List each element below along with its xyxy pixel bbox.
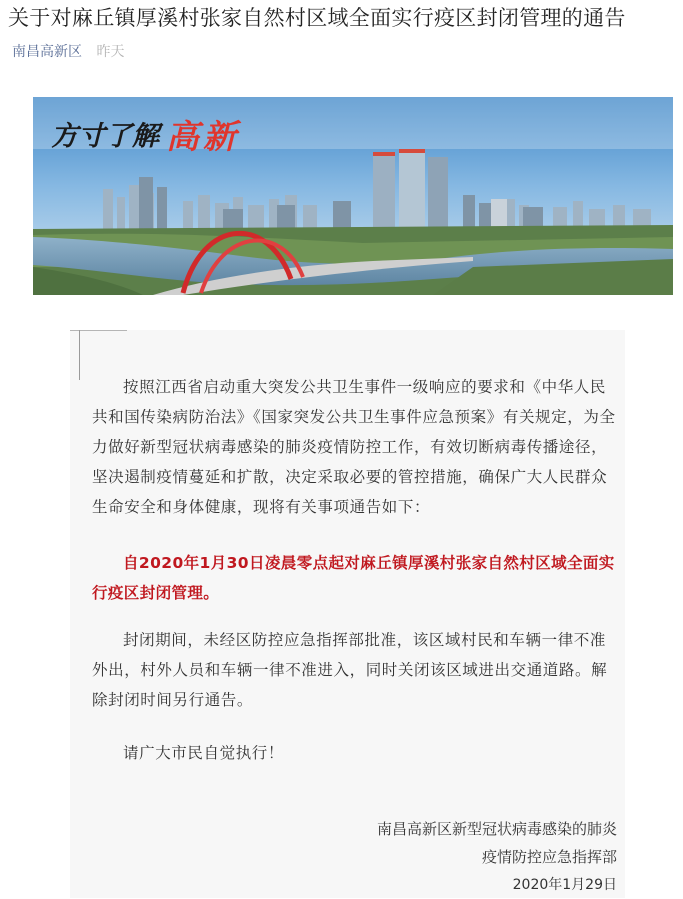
banner-caption-red: 高新 <box>166 117 240 156</box>
notice-paragraph-highlight: 自2020年1月30日凌晨零点起对麻丘镇厚溪村张家自然村区域全面实行疫区封闭管理。 <box>92 554 615 602</box>
account-name-link[interactable]: 南昌高新区 <box>12 44 82 60</box>
notice-paragraph-4: 请广大市民自觉执行！ <box>123 744 285 762</box>
city-banner-image <box>33 97 673 295</box>
notice-date: 2020年1月29日 <box>512 877 617 893</box>
signature-line-2: 疫情防控应急指挥部 <box>481 848 617 866</box>
signature-line-1: 南昌高新区新型冠状病毒感染的肺炎 <box>376 820 617 838</box>
publish-time: 昨天 <box>96 44 125 60</box>
article-meta <box>12 42 124 62</box>
notice-signature <box>377 815 617 899</box>
notice-corner-line-vertical <box>79 330 80 380</box>
notice-paragraph-1: 按照江西省启动重大突发公共卫生事件一级响应的要求和《中华人民共和国传染病防治法》《国家突发公共卫生事件应急预案》有关规定，为全力做好新型冠状病毒感染的肺炎疫情防控工作，有效切断病毒传播途径，坚决遏制疫情蔓延和扩散，决定采取必要的管控措施，确保广大人民群众生命安全和身体健康，现将有关事项通告如下： <box>92 378 616 516</box>
banner-caption-black: 方寸了解 <box>51 121 159 152</box>
notice-paragraph-3: 封闭期间，未经区防控应急指挥部批准，该区域村民和车辆一律不准外出，村外人员和车辆一律不准进入，同时关闭该区域进出交通道路。解除封闭时间另行通告。 <box>92 631 608 709</box>
article-title: 关于对麻丘镇厚溪村张家自然村区域全面实行疫区封闭管理的通告 <box>8 6 626 30</box>
